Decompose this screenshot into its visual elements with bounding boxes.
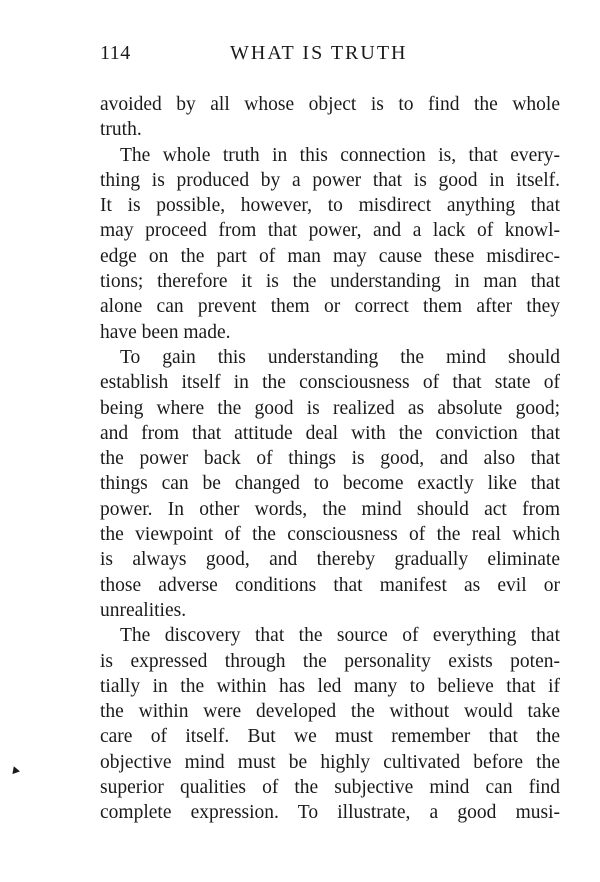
paragraph-4 [100,623,560,825]
text-line: may proceed from that power, and a lack of knowl- [100,220,560,242]
body-text [100,92,560,826]
text-line: have been made. [100,321,231,343]
paragraph-3 [100,345,560,623]
text-line: avoided by all whose object is to find the whole [100,94,560,115]
text-line: the power back of things is good, and also that [100,448,560,470]
text-line: things can be changed to become exactly like that [100,473,560,495]
text-line: and from that attitude deal with the conviction that [100,422,560,444]
text-line: superior qualities of the subjective mind can find [100,777,560,799]
text-line: The whole truth in this connection is, that every- [120,144,560,166]
text-line: unrealities. [100,599,187,621]
text-line: tially in the within has led many to believe that if [100,675,560,697]
text-line: establish itself in the consciousness of that state of [100,372,560,394]
text-line: care of itself. But we must remember that the [100,726,560,748]
text-line: the within were developed the without would take [100,701,560,723]
text-line: being where the good is realized as absolute good; [100,397,560,419]
text-line: is always good, and thereby gradually eliminate [100,549,560,571]
text-line: alone can prevent them or correct them after they [100,296,560,318]
paragraph-1 [100,92,560,143]
page-header [100,42,560,74]
running-title: WHAT IS TRUTH [230,42,408,64]
margin-mark-icon [10,765,20,774]
text-line: The discovery that the source of everything that [120,625,560,647]
text-line: complete expression. To illustrate, a good musi- [100,802,560,824]
text-line: power. In other words, the mind should act from [100,498,560,520]
text-line: truth. [100,119,142,141]
text-line: tions; therefore it is the understanding in man that [100,271,560,293]
text-line: thing is produced by a power that is good in itself. [100,169,560,191]
text-line: the viewpoint of the consciousness of the real which [100,524,560,546]
text-line: is expressed through the personality exists poten- [100,650,560,672]
text-line: To gain this understanding the mind should [120,346,560,368]
text-line: objective mind must be highly cultivated before the [100,751,560,773]
page-number: 114 [100,42,131,64]
text-line: It is possible, however, to misdirect anything that [100,195,560,217]
text-line: edge on the part of man may cause these misdirec- [100,245,560,267]
text-line: those adverse conditions that manifest as evil or [100,574,560,596]
paragraph-2 [100,143,560,345]
